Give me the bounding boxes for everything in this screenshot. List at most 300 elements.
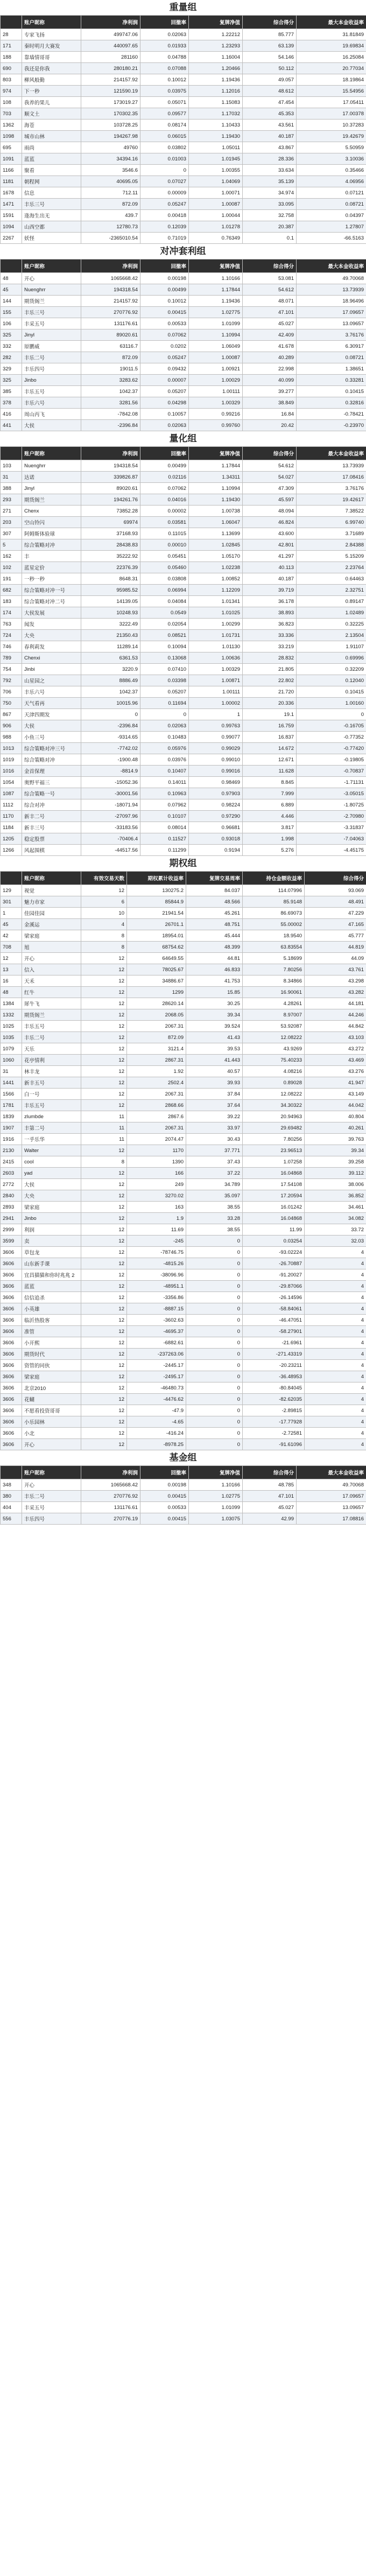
- value-cell: 63.83554: [243, 942, 305, 953]
- account-name-cell: 原鹏威: [22, 341, 81, 352]
- value-cell: 12: [81, 1236, 127, 1247]
- value-cell: 1.01341: [189, 596, 243, 607]
- table-row: [1, 1258, 366, 1269]
- value-cell: 1.00329: [189, 664, 243, 675]
- rank-cell: 171: [1, 40, 22, 52]
- value-cell: 0.11015: [140, 528, 189, 539]
- account-name-cell: 新丰五号: [22, 1077, 81, 1089]
- table-row: [1, 919, 366, 930]
- account-name-cell: 丰乐三号: [22, 199, 81, 210]
- account-name-cell: cool: [22, 1156, 81, 1168]
- rank-cell: 1566: [1, 1089, 22, 1100]
- value-cell: 48.399: [186, 942, 243, 953]
- rank-cell: 1098: [1, 131, 22, 142]
- value-cell: 0.76349: [189, 233, 243, 244]
- rank-cell: 144: [1, 296, 22, 307]
- value-cell: 1.10166: [189, 273, 243, 284]
- value-cell: 39.277: [243, 386, 297, 397]
- value-cell: -78746.75: [127, 1247, 186, 1258]
- value-cell: -2445.17: [127, 1360, 186, 1371]
- value-cell: 54.612: [243, 284, 297, 296]
- value-cell: 47.101: [243, 307, 297, 318]
- table-row: [1, 97, 366, 108]
- column-header: [1, 447, 22, 460]
- value-cell: 1.00738: [189, 506, 243, 517]
- value-cell: 16.837: [243, 732, 297, 743]
- value-cell: 18954.01: [127, 930, 186, 942]
- value-cell: -3.31837: [297, 822, 366, 833]
- table-row: [1, 1202, 366, 1213]
- table-row: [1, 975, 366, 987]
- value-cell: 35222.92: [81, 551, 140, 562]
- rank-cell: 31: [1, 472, 22, 483]
- rank-cell: 1384: [1, 998, 22, 1009]
- value-cell: 33.219: [243, 641, 297, 652]
- rank-cell: 1678: [1, 187, 22, 199]
- value-cell: 0.10483: [140, 732, 189, 743]
- account-name-cell: 丰乐四号: [22, 363, 81, 375]
- table-row: [1, 1100, 366, 1111]
- value-cell: 43.469: [305, 1055, 366, 1066]
- column-header: 综合得分: [305, 872, 366, 885]
- rank-cell: 307: [1, 528, 22, 539]
- ranking-table: [0, 15, 366, 244]
- table-row: [1, 517, 366, 528]
- table-row: [1, 822, 366, 833]
- table-row: [1, 754, 366, 766]
- value-cell: 2068.05: [127, 1009, 186, 1021]
- value-cell: 12: [81, 1416, 127, 1428]
- value-cell: 1042.37: [81, 386, 140, 397]
- value-cell: -7842.08: [81, 409, 140, 420]
- value-cell: 12: [81, 964, 127, 975]
- value-cell: 3.817: [243, 822, 297, 833]
- value-cell: -3.05015: [297, 788, 366, 799]
- value-cell: 0.10107: [140, 811, 189, 822]
- value-cell: 1.00636: [189, 652, 243, 664]
- account-name-cell: 小乐园林: [22, 1416, 81, 1428]
- table-row: [1, 1281, 366, 1292]
- value-cell: 1.00002: [189, 698, 243, 709]
- value-cell: 1.12209: [189, 585, 243, 596]
- column-header: 回撤率: [140, 1466, 189, 1479]
- value-cell: 12: [81, 1405, 127, 1416]
- account-name-cell: 资管的同伙: [22, 1360, 81, 1371]
- value-cell: 0.05451: [140, 551, 189, 562]
- column-header: [1, 1466, 22, 1479]
- table-row: [1, 1145, 366, 1156]
- rank-cell: 1054: [1, 777, 22, 788]
- value-cell: 0.00533: [140, 318, 189, 329]
- rank-cell: 3606: [1, 1439, 22, 1450]
- table-row: [1, 1371, 366, 1382]
- value-cell: 0: [186, 1360, 243, 1371]
- value-cell: 0.07062: [140, 329, 189, 341]
- value-cell: 0.10057: [140, 409, 189, 420]
- rank-cell: 2999: [1, 1224, 22, 1236]
- value-cell: 45.261: [186, 908, 243, 919]
- value-cell: 28438.83: [81, 539, 140, 551]
- table-row: [1, 40, 366, 52]
- account-name-cell: 妖怪: [22, 233, 81, 244]
- value-cell: 0.9194: [189, 845, 243, 856]
- table-row: [1, 1190, 366, 1202]
- rank-cell: 1266: [1, 845, 22, 856]
- value-cell: 0.35466: [297, 165, 366, 176]
- account-name-cell: 临沂热股客: [22, 1315, 81, 1326]
- value-cell: 0.08721: [297, 199, 366, 210]
- value-cell: 49.70068: [297, 273, 366, 284]
- value-cell: 7.38522: [297, 506, 366, 517]
- value-cell: 0.04788: [140, 52, 189, 63]
- account-name-cell: 丰乐四号: [22, 1513, 81, 1525]
- account-name-cell: 丰第二号: [22, 1122, 81, 1134]
- value-cell: 89020.61: [81, 483, 140, 494]
- account-name-cell: 春利莉发: [22, 641, 81, 652]
- value-cell: -2365010.54: [81, 233, 140, 244]
- account-name-cell: 山西空都: [22, 221, 81, 233]
- value-cell: 4: [305, 1281, 366, 1292]
- section-title: 对冲套利组: [0, 244, 366, 259]
- table-row: [1, 766, 366, 777]
- value-cell: 8: [81, 930, 127, 942]
- account-name-cell: 丰乐五号: [22, 386, 81, 397]
- value-cell: 84.037: [186, 885, 243, 896]
- value-cell: -0.77420: [297, 743, 366, 754]
- rank-cell: 325: [1, 375, 22, 386]
- value-cell: 13.73939: [297, 284, 366, 296]
- account-name-cell: 聚看: [22, 165, 81, 176]
- value-cell: 15.54956: [297, 86, 366, 97]
- value-cell: 37.771: [186, 1145, 243, 1156]
- table-row: [1, 1168, 366, 1179]
- value-cell: 17.54108: [243, 1179, 305, 1190]
- rank-cell: 1: [1, 908, 22, 919]
- value-cell: -30001.56: [81, 788, 140, 799]
- value-cell: 13.09657: [297, 1502, 366, 1513]
- value-cell: 4: [305, 1405, 366, 1416]
- account-name-cell: 花蝴: [22, 1394, 81, 1405]
- value-cell: 0.00415: [140, 1491, 189, 1502]
- account-name-cell: 期货阁兰: [22, 296, 81, 307]
- value-cell: 0.00010: [140, 539, 189, 551]
- rank-cell: 974: [1, 86, 22, 97]
- table-row: [1, 494, 366, 506]
- value-cell: 1.13699: [189, 528, 243, 539]
- account-name-cell: 我还是你我: [22, 63, 81, 74]
- account-name-cell: 天乐: [22, 1043, 81, 1055]
- table-header-row: [1, 259, 366, 273]
- account-name-cell: 红牛: [22, 987, 81, 998]
- table-row: [1, 74, 366, 86]
- account-name-cell: 雨尚: [22, 142, 81, 153]
- value-cell: 40.289: [243, 352, 297, 363]
- table-row: [1, 120, 366, 131]
- value-cell: 8: [81, 1156, 127, 1168]
- value-cell: 46.824: [243, 517, 297, 528]
- value-cell: 1.23293: [189, 40, 243, 52]
- value-cell: 45.777: [305, 930, 366, 942]
- value-cell: 194261.76: [81, 494, 140, 506]
- value-cell: 2067.31: [127, 1122, 186, 1134]
- rank-cell: 106: [1, 318, 22, 329]
- value-cell: 17.00378: [297, 108, 366, 120]
- rank-cell: 388: [1, 483, 22, 494]
- table-row: [1, 221, 366, 233]
- value-cell: 34.461: [305, 1202, 366, 1213]
- value-cell: 0.10963: [140, 788, 189, 799]
- table-row: [1, 1247, 366, 1258]
- value-cell: 45.353: [243, 108, 297, 120]
- account-name-cell: 卖: [22, 1236, 81, 1247]
- value-cell: 1.06049: [189, 341, 243, 352]
- value-cell: 12: [81, 1077, 127, 1089]
- table-row: [1, 375, 366, 386]
- value-cell: -2.70980: [297, 811, 366, 822]
- value-cell: 0.07027: [140, 176, 189, 187]
- value-cell: 1.00852: [189, 573, 243, 585]
- account-name-cell: 新丰三号: [22, 822, 81, 833]
- account-name-cell: 小英雄: [22, 1303, 81, 1315]
- table-row: [1, 1134, 366, 1145]
- account-name-cell: 山东新手课: [22, 1258, 81, 1269]
- value-cell: 0.05207: [140, 686, 189, 698]
- value-cell: 0.99010: [189, 754, 243, 766]
- table-row: [1, 409, 366, 420]
- value-cell: 0.11299: [140, 845, 189, 856]
- value-cell: 12: [81, 1337, 127, 1349]
- value-cell: -237263.06: [127, 1349, 186, 1360]
- value-cell: 41.678: [243, 341, 297, 352]
- value-cell: 39.22: [186, 1111, 243, 1122]
- table-header-row: [1, 872, 366, 885]
- value-cell: -271.43319: [243, 1349, 305, 1360]
- value-cell: 20.94963: [243, 1111, 305, 1122]
- rank-cell: 404: [1, 1502, 22, 1513]
- value-cell: 16.04868: [243, 1168, 305, 1179]
- value-cell: 12: [81, 1179, 127, 1190]
- table-row: [1, 397, 366, 409]
- value-cell: 49.057: [243, 74, 297, 86]
- rank-cell: 1332: [1, 1009, 22, 1021]
- value-cell: 872.09: [81, 352, 140, 363]
- value-cell: -9314.65: [81, 732, 140, 743]
- value-cell: 12.08222: [243, 1032, 305, 1043]
- rank-cell: 556: [1, 1513, 22, 1525]
- value-cell: 12: [81, 1100, 127, 1111]
- value-cell: 214157.92: [81, 74, 140, 86]
- rank-cell: 3599: [1, 1236, 22, 1247]
- value-cell: 1065668.42: [81, 1479, 140, 1491]
- account-name-cell: 一乎乐华: [22, 1134, 81, 1145]
- value-cell: 20.387: [243, 221, 297, 233]
- value-cell: 12: [81, 1224, 127, 1236]
- rank-cell: 416: [1, 409, 22, 420]
- value-cell: -46.47051: [243, 1315, 305, 1326]
- value-cell: 1.04069: [189, 176, 243, 187]
- table-row: [1, 788, 366, 799]
- value-cell: 86.69073: [243, 908, 305, 919]
- value-cell: 43.761: [305, 964, 366, 975]
- rank-cell: 45: [1, 919, 22, 930]
- table-row: [1, 833, 366, 845]
- value-cell: 339826.87: [81, 472, 140, 483]
- account-name-cell: 丰采五号: [22, 318, 81, 329]
- table-row: [1, 108, 366, 120]
- value-cell: 1.00111: [189, 686, 243, 698]
- account-name-cell: 信入: [22, 964, 81, 975]
- value-cell: 28620.14: [127, 998, 186, 1009]
- value-cell: 3.10036: [297, 153, 366, 165]
- value-cell: -33183.56: [81, 822, 140, 833]
- value-cell: 12: [81, 1066, 127, 1077]
- rank-cell: 16: [1, 975, 22, 987]
- value-cell: 12.08222: [243, 1089, 305, 1100]
- value-cell: 46.833: [186, 964, 243, 975]
- rank-cell: 708: [1, 942, 22, 953]
- column-header: [1, 872, 22, 885]
- value-cell: 166: [127, 1168, 186, 1179]
- value-cell: 44.246: [305, 1009, 366, 1021]
- value-cell: 20.42: [243, 420, 297, 431]
- value-cell: 4: [305, 1303, 366, 1315]
- value-cell: 0.99077: [189, 732, 243, 743]
- value-cell: 1042.37: [81, 686, 140, 698]
- value-cell: 1.01731: [189, 630, 243, 641]
- rank-cell: 3606: [1, 1416, 22, 1428]
- account-name-cell: 综合策略对冲三号: [22, 743, 81, 754]
- table-row: [1, 1360, 366, 1371]
- value-cell: 270776.19: [81, 1513, 140, 1525]
- value-cell: 1.02775: [189, 1491, 243, 1502]
- value-cell: 0: [297, 709, 366, 720]
- value-cell: 12: [81, 1055, 127, 1066]
- account-name-cell: 期货时代: [22, 1349, 81, 1360]
- rank-cell: 1091: [1, 153, 22, 165]
- section-title: 期权组: [0, 856, 366, 871]
- value-cell: 6.889: [243, 799, 297, 811]
- value-cell: 42.801: [243, 539, 297, 551]
- rank-cell: 3606: [1, 1315, 22, 1326]
- rank-cell: 1181: [1, 176, 22, 187]
- value-cell: 270776.92: [81, 307, 140, 318]
- value-cell: 0.93018: [189, 833, 243, 845]
- table-row: [1, 131, 366, 142]
- column-header: [1, 16, 22, 29]
- rank-cell: 1112: [1, 799, 22, 811]
- account-name-cell: 期货阁兰: [22, 494, 81, 506]
- value-cell: 249: [127, 1179, 186, 1190]
- value-cell: 12: [81, 1349, 127, 1360]
- section-title: 量化组: [0, 431, 366, 446]
- rank-cell: 183: [1, 596, 22, 607]
- value-cell: 33.72: [305, 1224, 366, 1236]
- value-cell: 19.42679: [297, 131, 366, 142]
- value-cell: 0.05247: [140, 199, 189, 210]
- value-cell: -0.23970: [297, 420, 366, 431]
- value-cell: 270776.92: [81, 1491, 140, 1502]
- value-cell: 1.01099: [189, 318, 243, 329]
- value-cell: 0.00198: [140, 273, 189, 284]
- value-cell: 64649.55: [127, 953, 186, 964]
- rank-cell: 1170: [1, 811, 22, 822]
- value-cell: 1.38651: [297, 363, 366, 375]
- value-cell: 0: [186, 1258, 243, 1269]
- value-cell: 0.71019: [140, 233, 189, 244]
- value-cell: 0: [186, 1428, 243, 1439]
- value-cell: 1.00329: [189, 397, 243, 409]
- value-cell: 440097.65: [81, 40, 140, 52]
- value-cell: 12.671: [243, 754, 297, 766]
- value-cell: -2396.84: [81, 420, 140, 431]
- value-cell: 1.03075: [189, 1513, 243, 1525]
- column-header: 最大本金收益率: [297, 1466, 366, 1479]
- value-cell: 12: [81, 1168, 127, 1179]
- value-cell: 43.276: [305, 1066, 366, 1077]
- value-cell: -6882.61: [127, 1337, 186, 1349]
- value-cell: 26701.1: [127, 919, 186, 930]
- value-cell: 38.55: [186, 1224, 243, 1236]
- rank-cell: 1016: [1, 766, 22, 777]
- account-name-cell: 不愿看投资哥哥: [22, 1405, 81, 1416]
- account-name-cell: 综合策略对冲二号: [22, 596, 81, 607]
- account-name-cell: 丰乐二号: [22, 1491, 81, 1502]
- value-cell: 0.0202: [140, 341, 189, 352]
- table-row: [1, 1513, 366, 1525]
- account-name-cell: 下一秒: [22, 86, 81, 97]
- value-cell: 3.76176: [297, 483, 366, 494]
- value-cell: 0.10415: [297, 386, 366, 397]
- rank-cell: 13: [1, 964, 22, 975]
- rank-cell: 1060: [1, 1055, 22, 1066]
- table-row: [1, 386, 366, 397]
- value-cell: 0.11694: [140, 698, 189, 709]
- value-cell: 36.852: [305, 1190, 366, 1202]
- value-cell: 44.042: [305, 1100, 366, 1111]
- value-cell: 28.336: [243, 153, 297, 165]
- table-row: [1, 284, 366, 296]
- value-cell: 2067.31: [127, 1089, 186, 1100]
- value-cell: 1.02238: [189, 562, 243, 573]
- value-cell: 12: [81, 1145, 127, 1156]
- rank-cell: 1166: [1, 165, 22, 176]
- value-cell: 10.37283: [297, 120, 366, 131]
- account-name-cell: 开心: [22, 1439, 81, 1450]
- value-cell: -91.20027: [243, 1269, 305, 1281]
- value-cell: 872.09: [81, 199, 140, 210]
- table-row: [1, 709, 366, 720]
- rank-cell: 988: [1, 732, 22, 743]
- value-cell: 4.08216: [243, 1066, 305, 1077]
- value-cell: 2.23764: [297, 562, 366, 573]
- rank-cell: 31: [1, 1066, 22, 1077]
- table-row: [1, 528, 366, 539]
- value-cell: 1.02845: [189, 539, 243, 551]
- value-cell: 0: [140, 709, 189, 720]
- value-cell: 55.00002: [243, 919, 305, 930]
- account-name-cell: 信信追杀: [22, 1292, 81, 1303]
- value-cell: 0.03802: [140, 142, 189, 153]
- rank-cell: 706: [1, 686, 22, 698]
- value-cell: 43.561: [243, 120, 297, 131]
- value-cell: 0.69996: [297, 652, 366, 664]
- rank-cell: 3606: [1, 1337, 22, 1349]
- rank-cell: 906: [1, 720, 22, 732]
- value-cell: -0.16705: [297, 720, 366, 732]
- value-cell: 0.02063: [140, 420, 189, 431]
- rank-cell: 695: [1, 142, 22, 153]
- account-name-cell: 视觉: [22, 885, 81, 896]
